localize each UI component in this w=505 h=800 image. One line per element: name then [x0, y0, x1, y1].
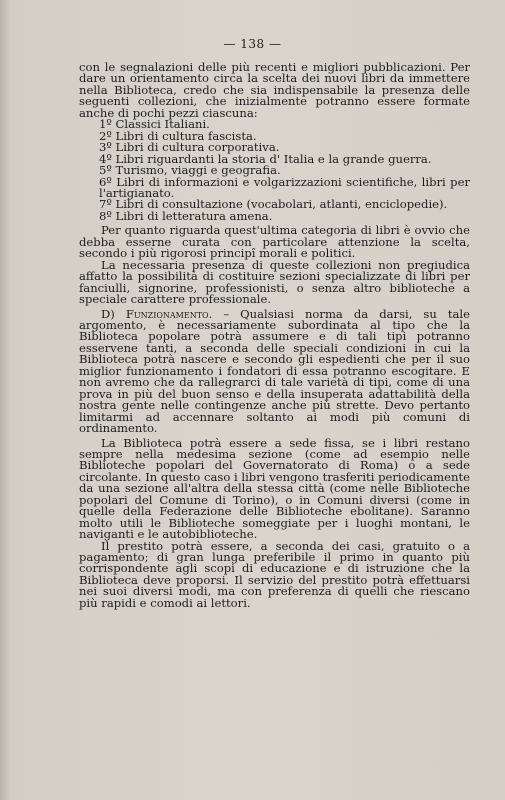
paragraph-amena: Per quanto riguarda quest'ultima categoria di libri è ovvio che debba esserne curata con particolare attenzione la scelta, secondo i più rigorosi principî morali e politici. [79, 223, 470, 261]
body-text [79, 62, 470, 609]
list-item: 7º Libri di consultazione (vocabolari, atlanti, enciclopedie). [99, 197, 448, 212]
paragraph-sede: La Biblioteca potrà essere a sede fissa, se i libri restano sempre nella medesima sezione (come ad esempio nelle Biblioteche popolari del Governatorato di Roma) o a sede circolante. In questo caso i libri vengono trasferiti periodicamente da una sezione all'altra della stessa città (come nelle Biblioteche popolari del Comune di Torino), o in Comuni diversi (come in quelle della Federazione delle Biblioteche ebolitane). Saranno molto utili le Biblioteche someggiate per i luoghi montani, le naviganti e le autobiblioteche. [79, 435, 470, 542]
page-number: — 138 — [223, 37, 282, 51]
intro-paragraph: con le segnalazioni delle più recenti e migliori pubblicazioni. Per dare un orientamento circa la scelta dei nuovi libri da immettere nella Biblioteca, credo che sia indispensabile la presenza delle seguenti collezioni, che inizialmente potranno essere formate anche di pochi pezzi ciascuna: [79, 60, 470, 120]
list-item: 5º Turismo, viaggi e geografia. [99, 163, 281, 178]
list-item: 8º Libri di letteratura amena. [99, 208, 273, 223]
section-text: – Qualsiasi norma da darsi, su tale argomento, è necessariamente subordinata al tipo che la Biblioteca popolare potrà assumere e di tali tipi potranno esservene tanti, a seconda delle speciali condizioni in cui la Biblioteca potrà nascere e secondo gli espedienti che per il suo miglior funzionamento i fondatori di essa potranno escogitare. E non avremo che da rallegrarci di tale varietà di tipi, come di una prova in più del buon senso e della insuperata adattabilità della nostra gente nelle contingenze anche più strette. Devo pertanto limitarmi ad accennare soltanto ai modi più comuni di ordinamento. [79, 306, 471, 436]
section-letter: D) [101, 306, 115, 321]
paragraph-prestito: Il prestito potrà essere, a seconda dei casi, gratuito o a pagamento; di gran lunga preferibile il primo in quanto più corrispondente agli scopi di educazione e di istruzione che la Biblioteca deve proporsi. Il servizio del prestito potrà effettuarsi nei suoi diversi modi, ma con preferenza di quelli che riescano più rapidi e comodi ai lettori. [79, 538, 470, 610]
section-title: Funzionamento. [125, 306, 213, 321]
section-funzionamento [79, 306, 471, 436]
list-item: 4º Libri riguardanti la storia d' Italia e la grande guerra. [99, 151, 432, 166]
list-item: 3º Libri di cultura corporativa. [99, 140, 280, 155]
list-item: 2º Libri di cultura fascista. [99, 128, 257, 143]
paragraph-collezioni: La necessaria presenza di queste collezioni non pregiudica affatto la possibilità di costituire sezioni specializzate di libri per fanciulli, signorine, professionisti, o senza altro biblioteche a speciale carattere professionale. [79, 257, 470, 307]
list-item: 6º Libri di informazioni e volgarizzazioni scientifiche, libri per l'artigianato. [99, 174, 470, 200]
list-item: 1º Classici Italiani. [99, 117, 210, 132]
